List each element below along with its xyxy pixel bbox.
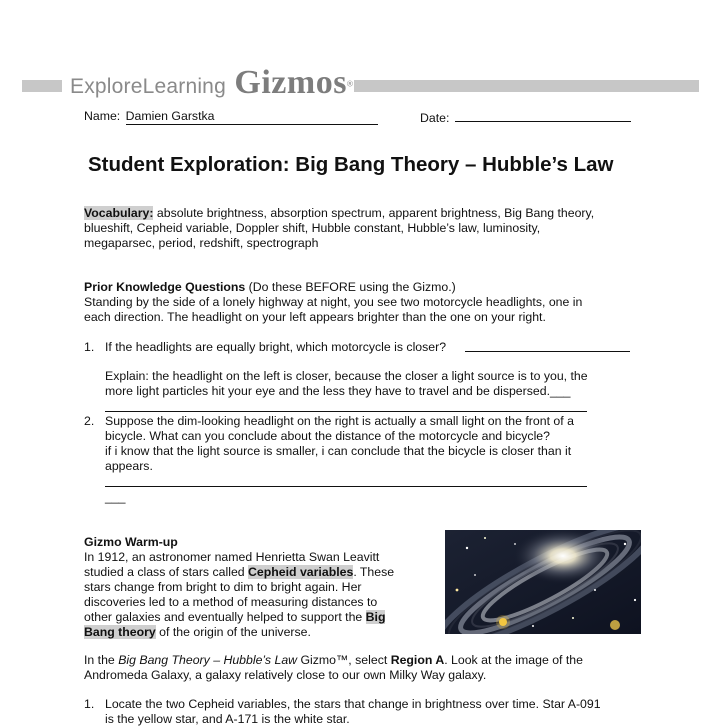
page-title: Student Exploration: Big Bang Theory – Hubble’s Law [88, 153, 614, 176]
date-field[interactable] [455, 109, 631, 122]
brand-logo [70, 64, 353, 102]
step-1-body [105, 697, 601, 727]
region-line2: Andromeda Galaxy, a galaxy relatively close to our own Milky Way galaxy. [84, 668, 487, 682]
warmup-block [84, 535, 424, 640]
question-2-text-line1: Suppose the dim-looking headlight on the right is actually a small light on the front of a [105, 414, 574, 428]
question-1-answer-line[interactable] [465, 351, 630, 352]
name-row [84, 109, 378, 125]
header-bar-right [354, 80, 699, 92]
step-1-line2: is the yellow star, and A-171 is the white star. [105, 712, 350, 726]
region-a-label: Region A [390, 653, 445, 667]
term-bang-theory: Bang theory [84, 625, 156, 639]
region-line1c: . Look at the image of the [444, 653, 583, 667]
brand-learning: Learning [142, 75, 226, 98]
warmup-line5a: other galaxies and eventually helped to support the [84, 610, 366, 624]
warmup-line2b: . These [353, 565, 395, 579]
brand-trademark: ® [346, 79, 353, 89]
header-bar-left [22, 80, 62, 92]
question-2-answer-line2: appears. [105, 459, 153, 473]
warmup-line1: In 1912, an astronomer named Henrietta Swan Leavitt [84, 550, 380, 564]
term-cepheid-variables: Cepheid variables [248, 565, 354, 579]
step-1-number: 1. [84, 697, 95, 711]
andromeda-galaxy-image [445, 530, 641, 634]
question-1-text: If the headlights are equally bright, which motorcycle is closer? [105, 340, 447, 354]
prior-intro-line2: each direction. The headlight on your left appears brighter than the one on your right. [84, 310, 546, 324]
vocabulary-line3: megaparsec, period, redshift, spectrograph [84, 236, 319, 250]
gizmo-title-italic: Big Bang Theory – Hubble’s Law [118, 653, 298, 667]
question-2-answer-rule[interactable] [105, 486, 587, 487]
question-1-explain [105, 369, 588, 399]
name-value: Damien Garstka [125, 109, 215, 123]
prior-heading-note: (Do these BEFORE using the Gizmo.) [245, 280, 456, 294]
region-line1a: In the [84, 653, 119, 667]
question-2 [84, 414, 94, 429]
brand-explore: Explore [70, 75, 143, 98]
warmup-heading: Gizmo Warm-up [84, 535, 178, 549]
warmup-line2a: studied a class of stars called [84, 565, 249, 579]
vocabulary-line2: blueshift, Cepheid variable, Doppler shift, Hubble constant, Hubble’s law, luminosity, [84, 221, 541, 235]
term-big: Big [365, 610, 386, 624]
prior-heading: Prior Knowledge Questions [84, 280, 246, 294]
name-label: Name: [84, 109, 121, 123]
vocabulary-label: Vocabulary: [84, 206, 154, 220]
question-1 [84, 340, 447, 355]
brand-gizmos: Gizmos [234, 64, 347, 101]
step-1-line1: Locate the two Cepheid variables, the stars that change in brightness over time. Star A-091 [105, 697, 601, 711]
region-a-paragraph [84, 653, 583, 683]
date-row [420, 109, 631, 126]
question-1-explain-line2: more light particles hit your eye and the less they have to travel and be dispersed.___ [105, 384, 571, 398]
prior-intro-line1: Standing by the side of a lonely highway at night, you see two motorcycle headlights, one in [84, 295, 583, 309]
warmup-line4: discoveries led to a method of measuring distances to [84, 595, 378, 609]
question-2-number: 2. [84, 414, 95, 428]
date-label: Date: [420, 111, 450, 125]
question-1-number: 1. [84, 340, 95, 354]
question-2-body [105, 414, 574, 474]
question-2-answer-line1: if i know that the light source is smaller, i can conclude that the bicycle is closer than it [105, 444, 572, 458]
vocabulary-block [84, 206, 644, 251]
warmup-line6b: of the origin of the universe. [155, 625, 311, 639]
name-field[interactable] [126, 109, 378, 125]
question-2-text-line2: bicycle. What can you conclude about the distance of the motorcycle and bicycle? [105, 429, 550, 443]
question-2-tail: ___ [105, 490, 126, 504]
galaxy-illustration [445, 530, 641, 634]
vocabulary-line1: absolute brightness, absorption spectrum, apparent brightness, Big Bang theory, [153, 206, 595, 220]
question-1-explain-line1: Explain: the headlight on the left is closer, because the closer a light source is to you, the [105, 369, 588, 383]
question-1-explain-rule[interactable] [105, 411, 587, 412]
prior-knowledge-block [84, 280, 644, 325]
region-line1b: Gizmo™, select [297, 653, 391, 667]
warmup-line3: stars change from bright to dim to bright again. Her [84, 580, 362, 594]
